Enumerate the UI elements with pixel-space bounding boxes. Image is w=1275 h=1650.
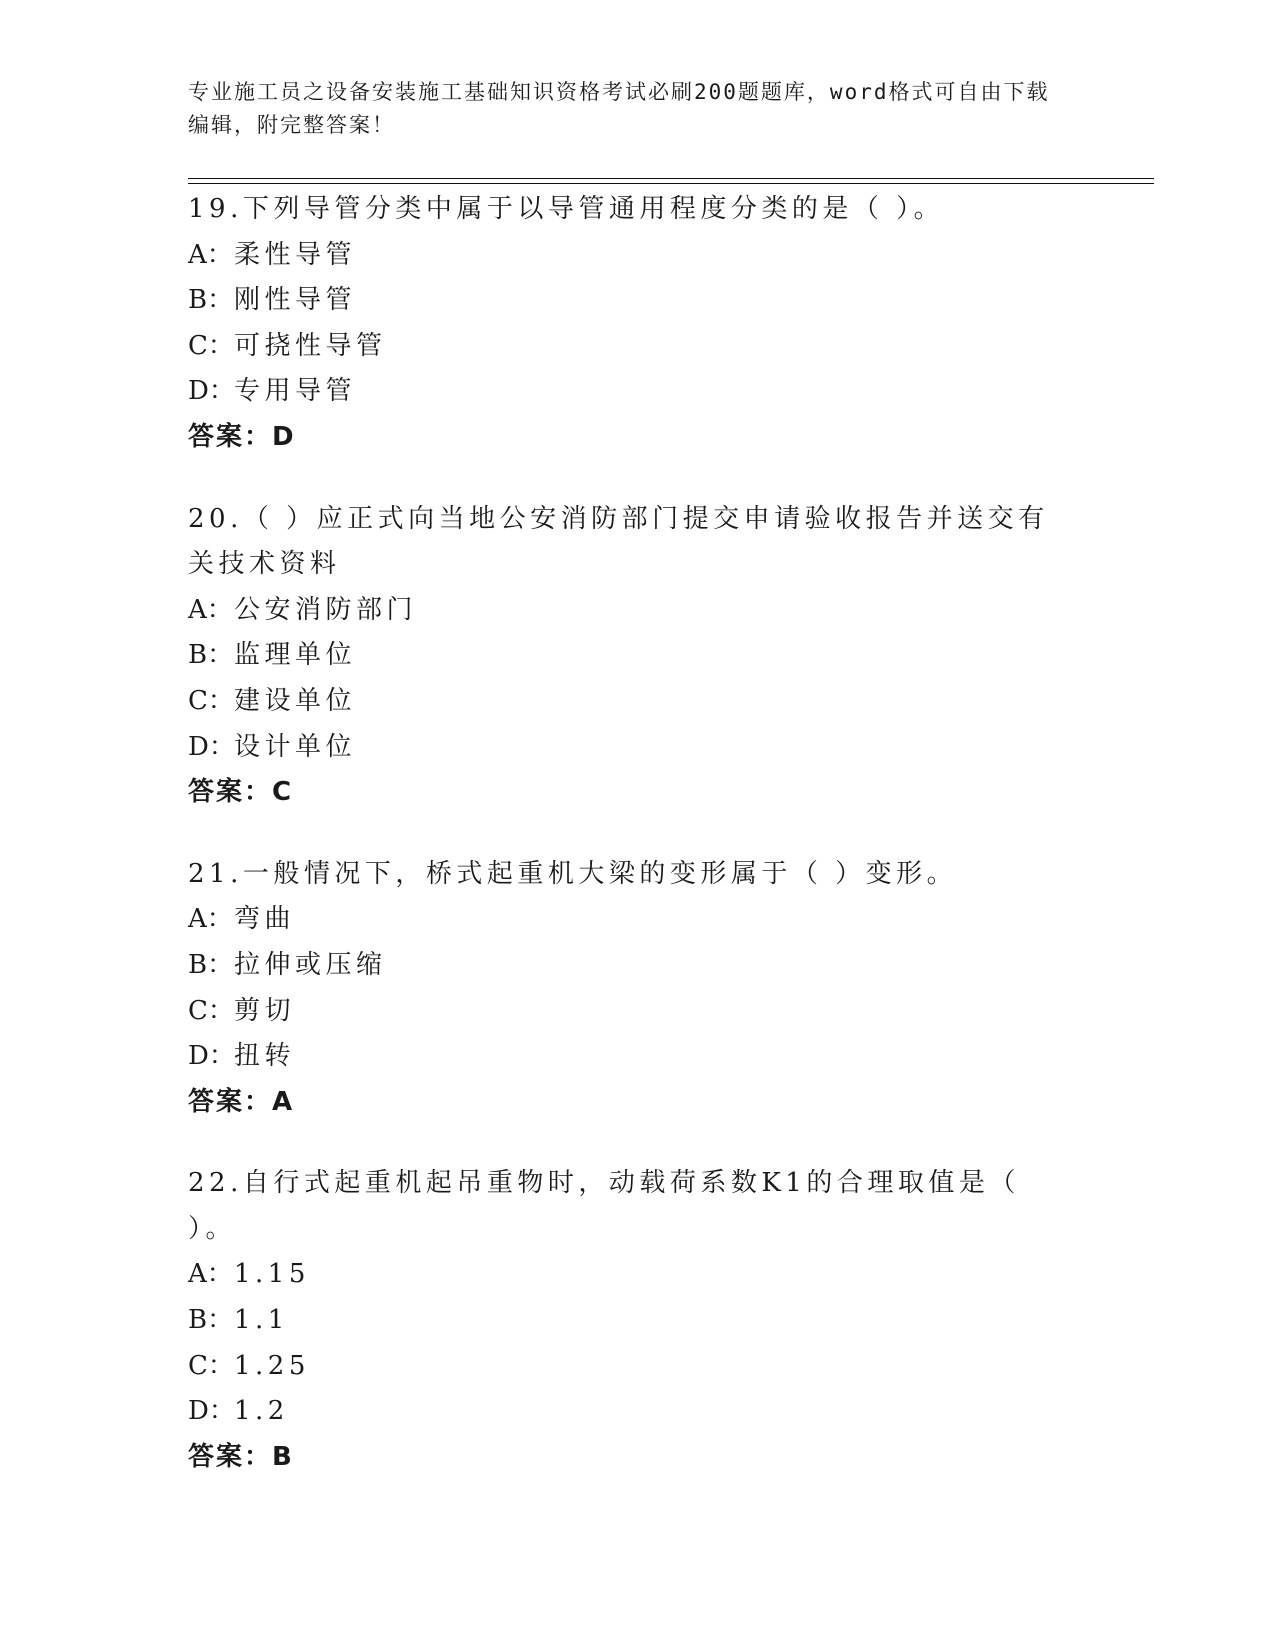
option-text: 柔性导管 [234,239,357,270]
question-stem: 21.一般情况下，桥式起重机大梁的变形属于（ ）变形。 [188,858,958,889]
option-b [188,278,1068,324]
option-d [188,725,1068,771]
option-a [188,897,1068,943]
option-d [188,1034,1068,1080]
option-letter: D： [188,731,235,762]
option-a [188,1252,1068,1298]
option-a [188,233,1068,279]
option-letter: C： [188,685,234,716]
option-letter: D： [188,1041,235,1072]
question-22 [188,1161,1068,1480]
option-text: 专用导管 [234,376,357,407]
header-rule-bottom [188,183,1154,184]
option-b [188,633,1068,679]
question-list [188,187,1068,1516]
option-letter: A： [188,594,233,625]
option-letter: A： [188,904,233,935]
option-text: 监理单位 [234,640,357,671]
answer-line: 答案：A [188,1086,295,1117]
option-letter: B： [188,640,234,671]
option-text: 刚性导管 [234,285,357,316]
answer-line: 答案：B [188,1441,294,1472]
option-text: 1.25 [234,1350,310,1381]
option-text: 公安消防部门 [234,594,418,625]
answer-line: 答案：D [188,421,296,452]
option-text: 1.2 [234,1396,289,1427]
option-d [188,369,1068,415]
option-letter: C： [188,1350,234,1381]
option-text: 弯曲 [234,904,296,935]
option-c [188,989,1068,1035]
option-letter: C： [188,995,234,1026]
option-letter: A： [188,1259,233,1290]
option-text: 拉伸或压缩 [234,949,387,980]
header-rule-top [188,178,1154,179]
question-21 [188,852,1068,1126]
option-text: 1.15 [234,1259,310,1290]
answer-line: 答案：C [188,777,294,808]
option-text: 剪切 [234,995,296,1026]
option-text: 建设单位 [234,685,357,716]
option-c [188,324,1068,370]
question-stem: 20.（ ）应正式向当地公安消防部门提交申请验收报告并送交有关技术资料 [188,503,1049,580]
option-a [188,588,1068,634]
option-b [188,943,1068,989]
option-b [188,1298,1068,1344]
option-text: 可挠性导管 [234,330,387,361]
option-letter: B： [188,285,234,316]
option-text: 扭转 [234,1041,296,1072]
option-letter: D： [188,376,235,407]
option-letter: D： [188,1396,235,1427]
option-letter: B： [188,949,234,980]
question-19 [188,187,1068,461]
question-stem: 22.自行式起重机起吊重物时，动载荷系数K1的合理取值是（ ）。 [188,1168,1020,1244]
option-text: 1.1 [234,1305,289,1336]
document-header: 专业施工员之设备安装施工基础知识资格考试必刷200题题库，word格式可自由下载编辑，附完整答案！ [188,80,1050,137]
option-d [188,1389,1068,1435]
option-letter: C： [188,330,234,361]
option-text: 设计单位 [234,731,357,762]
question-20 [188,497,1068,816]
option-letter: B： [188,1305,234,1336]
option-c [188,679,1068,725]
option-c [188,1344,1068,1390]
option-letter: A： [188,239,233,270]
question-stem: 19.下列导管分类中属于以导管通用程度分类的是（ ）。 [188,194,945,224]
